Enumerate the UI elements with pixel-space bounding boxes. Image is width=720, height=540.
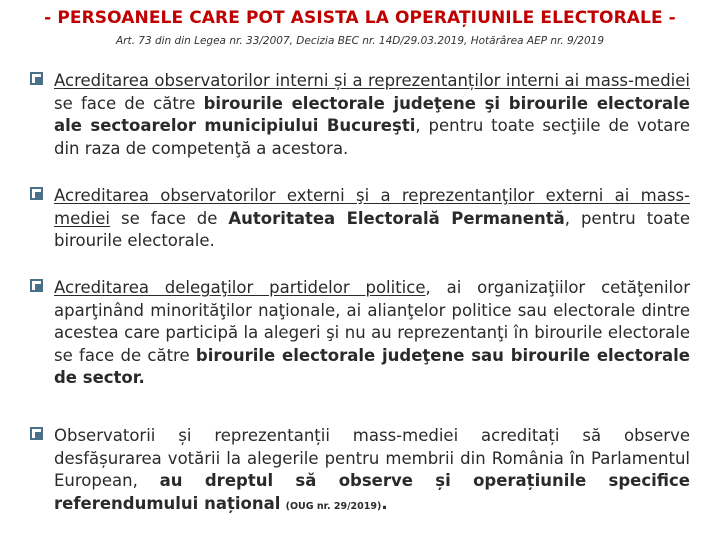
legal-reference: Art. 73 din din Legea nr. 33/2007, Decizia BEC nr. 14D/29.03.2019, Hotărârea AEP nr. 9/2019 (115, 35, 604, 47)
square-bullet-icon (30, 427, 43, 440)
list-item (30, 277, 690, 390)
list-item (30, 70, 690, 160)
square-bullet-icon (30, 187, 43, 200)
bullet-text: Observatorii și reprezentanții mass-mediei acreditați să observe desfășurarea votării la alegerile pentru membrii din România în Parlamentul European, au dreptul să observe și operațiunile specifice referendumului național (OUG nr. 29/2019). (54, 426, 690, 513)
bullet-text: Acreditarea observatorilor interni și a reprezentanților interni ai mass-mediei se face de către birourile electorale judeţene şi birourile electorale ale sectoarelor municipiului Bucureşti, pentru toate secţiile de votare din raza de competenţă a acestora. (54, 71, 690, 158)
bullet-text: Acreditarea observatorilor externi şi a reprezentanţilor externi ai mass-mediei se face de Autoritatea Electorală Permanentă, pentru toate birourile electorale. (54, 186, 690, 250)
bullet-text: Acreditarea delegaţilor partidelor politice, ai organizaţiilor cetăţenilor aparţinând minorităţilor naţionale, ai alianţelor politice sau electorale dintre acestea care participă la alegeri şi nu au reprezentanţi în birourile electorale se face de către birourile electorale judeţene sau birourile electorale de sector. (54, 278, 690, 387)
list-item (30, 425, 690, 518)
square-bullet-icon (30, 72, 43, 85)
page-title: - PERSOANELE CARE POT ASISTA LA OPERAȚIUNILE ELECTORALE - (44, 8, 676, 28)
list-item (30, 185, 690, 253)
square-bullet-icon (30, 279, 43, 292)
